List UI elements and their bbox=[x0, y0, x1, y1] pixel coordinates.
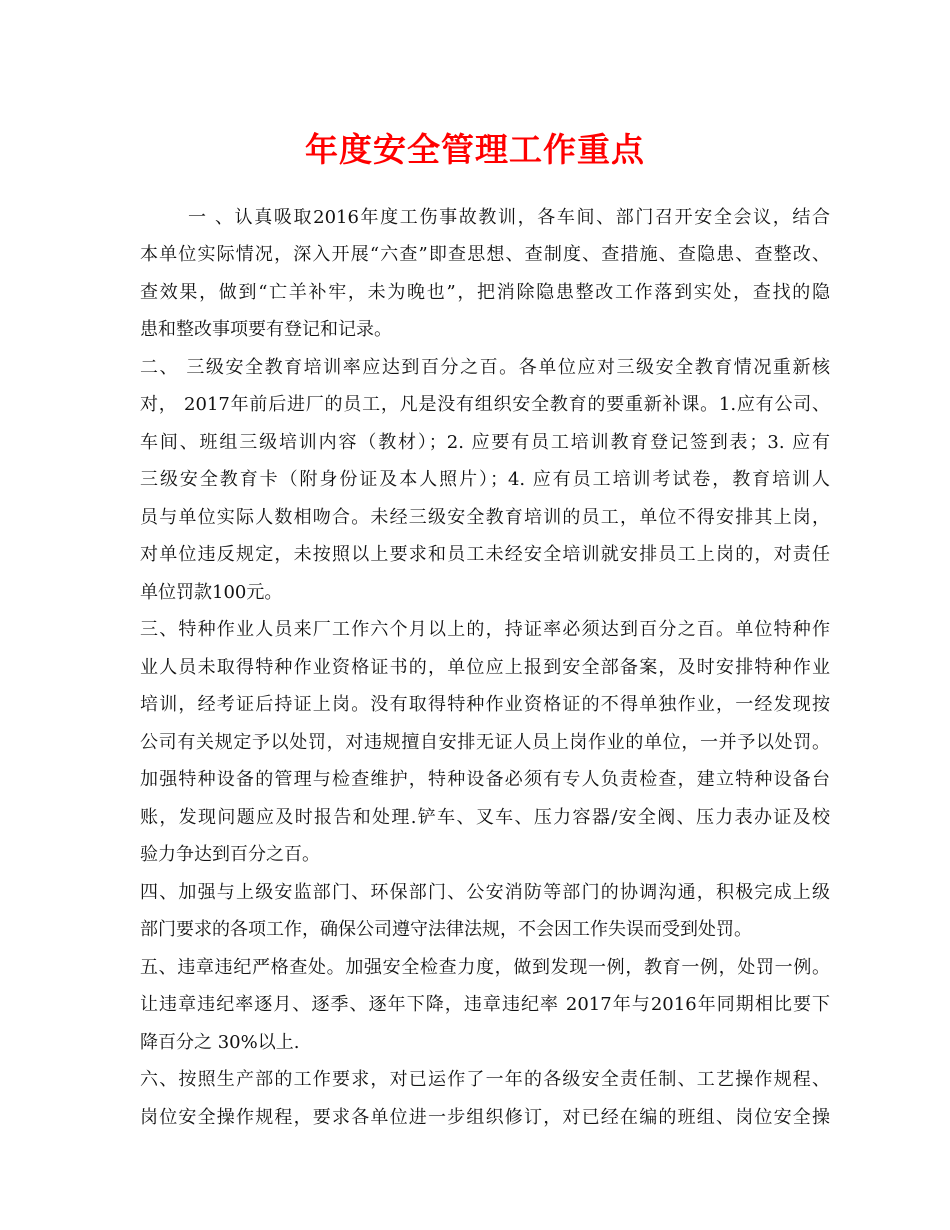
document-title: 年度安全管理工作重点 bbox=[305, 130, 645, 169]
text-line: 培训，经考证后持证上岗。没有取得特种作业资格证的不得单独作业，一经发现按 bbox=[140, 694, 830, 715]
text-line: 部门要求的各项工作，确保公司遵守法律法规，不会因工作失误而受到处罚。 bbox=[140, 919, 752, 940]
text-line: 三、特种作业人员来厂工作六个月以上的，持证率必须达到百分之百。单位特种作 bbox=[140, 619, 830, 640]
text-line: 查效果，做到“亡羊补牢，未为晚也”，把消除隐患整改工作落到实处，查找的隐 bbox=[140, 282, 830, 303]
text-line: 二、 三级安全教育培训率应达到百分之百。各单位应对三级安全教育情况重新核 bbox=[140, 357, 830, 378]
text-line: 让违章违纪率逐月、逐季、逐年下降，违章违纪率 2017年与2016年同期相比要下 bbox=[140, 994, 830, 1015]
text-line: 业人员未取得特种作业资格证书的，单位应上报到安全部备案，及时安排特种作业 bbox=[140, 657, 830, 678]
text-line: 单位罚款100元。 bbox=[140, 582, 283, 603]
text-line: 岗位安全操作规程，要求各单位进一步组织修订，对已经在编的班组、岗位安全操 bbox=[140, 1107, 830, 1128]
text-line: 降百分之 30%以上. bbox=[140, 1032, 300, 1053]
text-line: 本单位实际情况，深入开展“六查”即查思想、查制度、查措施、查隐患、查整改、 bbox=[140, 244, 830, 265]
text-line: 一 、认真吸取2016年度工伤事故教训，各车间、部门召开安全会议，结合 bbox=[188, 207, 830, 228]
text-line: 对， 2017年前后进厂的员工，凡是没有组织安全教育的要重新补课。1.应有公司、 bbox=[140, 394, 830, 415]
text-line: 验力争达到百分之百。 bbox=[140, 844, 320, 865]
text-line: 三级安全教育卡（附身份证及本人照片）；4. 应有员工培训考试卷，教育培训人 bbox=[140, 469, 830, 490]
text-line: 公司有关规定予以处罚，对违规擅自安排无证人员上岗作业的单位，一并予以处罚。 bbox=[140, 732, 830, 753]
text-line: 六、按照生产部的工作要求，对已运作了一年的各级安全责任制、工艺操作规程、 bbox=[140, 1069, 830, 1090]
text-line: 加强特种设备的管理与检查维护，特种设备必须有专人负责检查，建立特种设备台 bbox=[140, 769, 830, 790]
text-line: 员与单位实际人数相吻合。未经三级安全教育培训的员工，单位不得安排其上岗， bbox=[140, 507, 830, 528]
text-line: 对单位违反规定，未按照以上要求和员工未经安全培训就安排员工上岗的，对责任 bbox=[140, 544, 830, 565]
text-line: 账，发现问题应及时报告和处理.铲车、叉车、压力容器/安全阀、压力表办证及校 bbox=[140, 807, 830, 828]
text-line: 车间、班组三级培训内容（教材）；2. 应要有员工培训教育登记签到表；3. 应有 bbox=[140, 432, 830, 453]
text-line: 五、违章违纪严格查处。加强安全检查力度，做到发现一例，教育一例，处罚一例。 bbox=[140, 957, 830, 978]
text-line: 患和整改事项要有登记和记录。 bbox=[140, 319, 392, 340]
text-line: 四、加强与上级安监部门、环保部门、公安消防等部门的协调沟通，积极完成上级 bbox=[140, 882, 830, 903]
